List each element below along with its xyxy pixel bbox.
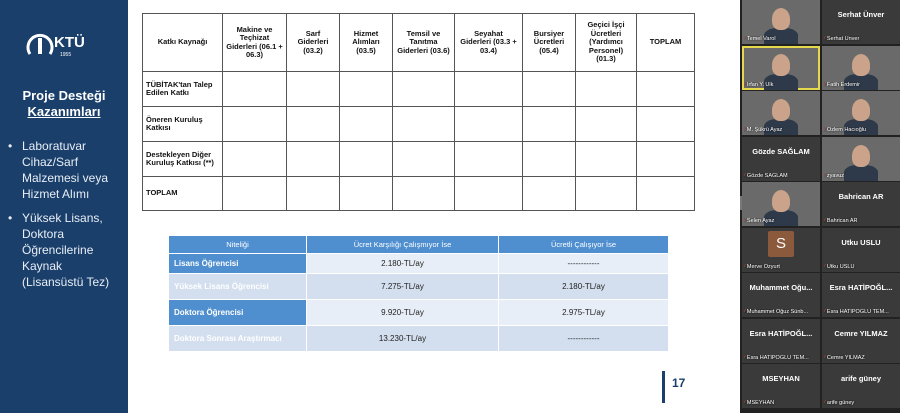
mic-muted-icon: ⁄	[824, 36, 825, 42]
table-cell: 2.180-TL/ay	[307, 254, 499, 274]
participant-display-name: Bahrican AR	[838, 192, 884, 201]
participant-display-name: Serhat Ünver	[837, 10, 885, 19]
table-row	[143, 142, 695, 177]
participant-tile[interactable]	[822, 228, 900, 272]
participant-tile[interactable]	[822, 0, 900, 44]
mic-muted-icon: ⁄	[744, 172, 745, 179]
table-row	[169, 274, 669, 300]
participant-caption	[824, 264, 898, 270]
participant-tile[interactable]	[742, 273, 820, 317]
page-number: 17	[672, 376, 686, 390]
participant-caption	[744, 400, 818, 406]
table-cell: 9.920-TL/ay	[307, 300, 499, 326]
avatar: S	[768, 231, 794, 257]
participant-name: M. Şükrü Ayaz	[746, 127, 783, 133]
participant-name: Bahrican AR	[826, 218, 858, 224]
row-label: Yüksek Lisans Öğrencisi	[169, 274, 307, 300]
table-cell: ------------	[499, 326, 669, 352]
participant-tile[interactable]	[822, 182, 900, 226]
participant-display-name: arife güney	[840, 374, 881, 383]
participant-caption	[744, 127, 818, 133]
svg-text:1955: 1955	[60, 52, 72, 58]
table-header: Hizmet Alımları (03.5)	[340, 14, 393, 72]
participant-video	[852, 54, 870, 76]
mic-muted-icon: ⁄	[824, 354, 825, 361]
participant-tile[interactable]	[822, 364, 900, 408]
participant-name: Cemre YILMAZ	[826, 354, 865, 361]
table-row	[169, 300, 669, 326]
participant-caption	[744, 82, 818, 88]
participant-name: Merve Ozyurt	[746, 263, 780, 270]
participant-caption	[824, 173, 898, 179]
mic-muted-icon: ⁄	[824, 81, 825, 88]
table-header: Katkı Kaynağı	[143, 14, 223, 72]
ktu-logo	[26, 28, 106, 58]
table-cell: 7.275-TL/ay	[307, 274, 499, 300]
participant-name: Temel Varol	[746, 36, 776, 42]
salary-table	[168, 235, 669, 352]
table-header: Geçici İşçi Ücretleri (Yardımcı Personel) (01.3)	[576, 14, 637, 72]
participant-video	[772, 99, 790, 121]
participant-name: Utku USLU	[826, 263, 855, 270]
participant-tile[interactable]	[742, 182, 820, 226]
participant-name: Özlem Hacıoğlu	[826, 127, 867, 133]
participant-caption	[744, 173, 818, 179]
participant-name: zyavuz	[826, 172, 845, 179]
budget-table	[142, 13, 695, 211]
mic-muted-icon: ⁄	[744, 36, 745, 42]
participant-tile[interactable]	[742, 46, 820, 90]
mic-muted-icon: ⁄	[744, 218, 745, 224]
participant-tile[interactable]	[742, 364, 820, 408]
bullet-item: • Yüksek Lisans, Doktora Öğrencilerine Kaynak (Lisansüstü Tez)	[8, 210, 124, 290]
row-header: TOPLAM	[143, 177, 223, 211]
table-row	[143, 177, 695, 211]
participant-caption	[744, 36, 818, 42]
table-header: Seyahat Giderleri (03.3 + 03.4)	[455, 14, 523, 72]
mic-muted-icon: ⁄	[744, 263, 745, 270]
mic-muted-icon: ⁄	[744, 400, 745, 406]
page-divider	[662, 371, 665, 403]
table-row	[169, 326, 669, 352]
table-cell: 13.230-TL/ay	[307, 326, 499, 352]
table-header: Niteliği	[169, 236, 307, 254]
row-header: Öneren Kuruluş Katkısı	[143, 107, 223, 142]
participant-caption	[824, 309, 898, 315]
table-row	[143, 107, 695, 142]
participant-video	[852, 99, 870, 121]
participant-name: İrfan Y. Ülk	[746, 81, 774, 88]
bullet-item: • Laboratuvar Cihaz/Sarf Malzemesi veya Hizmet Alımı	[8, 138, 124, 202]
participant-display-name: Gözde SAĞLAM	[752, 146, 810, 156]
participant-caption	[824, 127, 898, 133]
participant-tile[interactable]	[742, 91, 820, 135]
participant-tile[interactable]	[822, 273, 900, 317]
table-header: Ücret Karşılığı Çalışmıyor İse	[307, 236, 499, 254]
participant-caption	[824, 218, 898, 224]
participant-name: Gözde SAĞLAM	[746, 172, 788, 179]
row-header: TÜBİTAK'tan Talep Edilen Katkı	[143, 72, 223, 107]
table-cell: ------------	[499, 254, 669, 274]
participant-tile[interactable]	[742, 0, 820, 44]
table-cell: 2.180-TL/ay	[499, 274, 669, 300]
participant-display-name: Utku USLU	[841, 237, 881, 247]
table-header: Ücretli Çalışıyor İse	[499, 236, 669, 254]
participant-name: Selen Ayaz	[746, 218, 775, 224]
row-header: Destekleyen Diğer Kuruluş Katkısı (**)	[143, 142, 223, 177]
participant-video	[772, 8, 790, 30]
table-header: Makine ve Teçhizat Giderleri (06.1 + 06.3)	[223, 14, 287, 72]
participant-name: Esra HATİPOĞLU TEM...	[826, 309, 889, 315]
participant-video	[772, 54, 790, 76]
participant-tile[interactable]	[822, 319, 900, 363]
table-row	[169, 254, 669, 274]
table-row	[143, 72, 695, 107]
participant-name: Esra HATİPOĞLU TEM...	[746, 354, 809, 361]
section-title: Proje Desteği Kazanımları	[22, 88, 106, 119]
participant-display-name: Cemre YILMAZ	[834, 328, 888, 338]
participant-name: Fatih Erdemir	[826, 81, 860, 88]
mic-muted-icon: ⁄	[744, 81, 745, 88]
participant-tile[interactable]	[822, 46, 900, 90]
table-header: Temsil ve Tanıtma Giderleri (03.6)	[393, 14, 455, 72]
participant-tile[interactable]	[742, 319, 820, 363]
row-label: Doktora Sonrası Araştırmacı	[169, 326, 307, 352]
participant-caption	[824, 355, 898, 361]
svg-text:KTÜ: KTÜ	[54, 34, 85, 51]
bullet-list	[8, 138, 124, 298]
mic-muted-icon: ⁄	[824, 172, 825, 179]
mic-muted-icon: ⁄	[744, 127, 745, 133]
mic-muted-icon: ⁄	[824, 218, 825, 224]
participants-panel[interactable]	[740, 0, 900, 413]
participant-caption	[824, 82, 898, 88]
participant-display-name: MSEYHAN	[762, 374, 800, 383]
table-header: TOPLAM	[637, 14, 695, 72]
participant-display-name: Esra HATİPOĞL...	[749, 328, 813, 338]
participant-tile[interactable]	[742, 228, 820, 272]
participant-name: MSEYHAN	[746, 400, 775, 406]
table-header: Sarf Giderleri (03.2)	[287, 14, 340, 72]
participant-tile[interactable]	[742, 137, 820, 181]
mic-muted-icon: ⁄	[744, 354, 745, 361]
mic-muted-icon: ⁄	[824, 400, 825, 406]
participant-caption	[744, 355, 818, 361]
participant-name: Muhammet Oğuz Sünb...	[746, 309, 809, 315]
participant-name: arife güney	[826, 400, 855, 406]
participant-caption	[744, 264, 818, 270]
participant-caption	[744, 218, 818, 224]
participant-display-name: Muhammet Oğu...	[749, 283, 813, 292]
mic-muted-icon: ⁄	[824, 309, 825, 315]
participant-video	[772, 190, 790, 212]
participant-display-name: Esra HATİPOĞL...	[829, 283, 893, 292]
mic-muted-icon: ⁄	[824, 263, 825, 270]
participant-caption	[824, 36, 898, 42]
mic-muted-icon: ⁄	[824, 127, 825, 133]
row-label: Lisans Öğrencisi	[169, 254, 307, 274]
table-cell: 2.975-TL/ay	[499, 300, 669, 326]
participant-name: Serhat Ünver	[826, 36, 860, 42]
slide-content	[128, 0, 740, 413]
slide-sidebar	[0, 0, 128, 413]
participant-video	[852, 145, 870, 167]
participant-caption	[824, 400, 898, 406]
participant-tile[interactable]	[822, 91, 900, 135]
participant-tile[interactable]	[822, 137, 900, 181]
table-header: Bursiyer Ücretleri (05.4)	[523, 14, 576, 72]
participant-caption	[744, 309, 818, 315]
mic-muted-icon: ⁄	[744, 309, 745, 315]
row-label: Doktora Öğrencisi	[169, 300, 307, 326]
